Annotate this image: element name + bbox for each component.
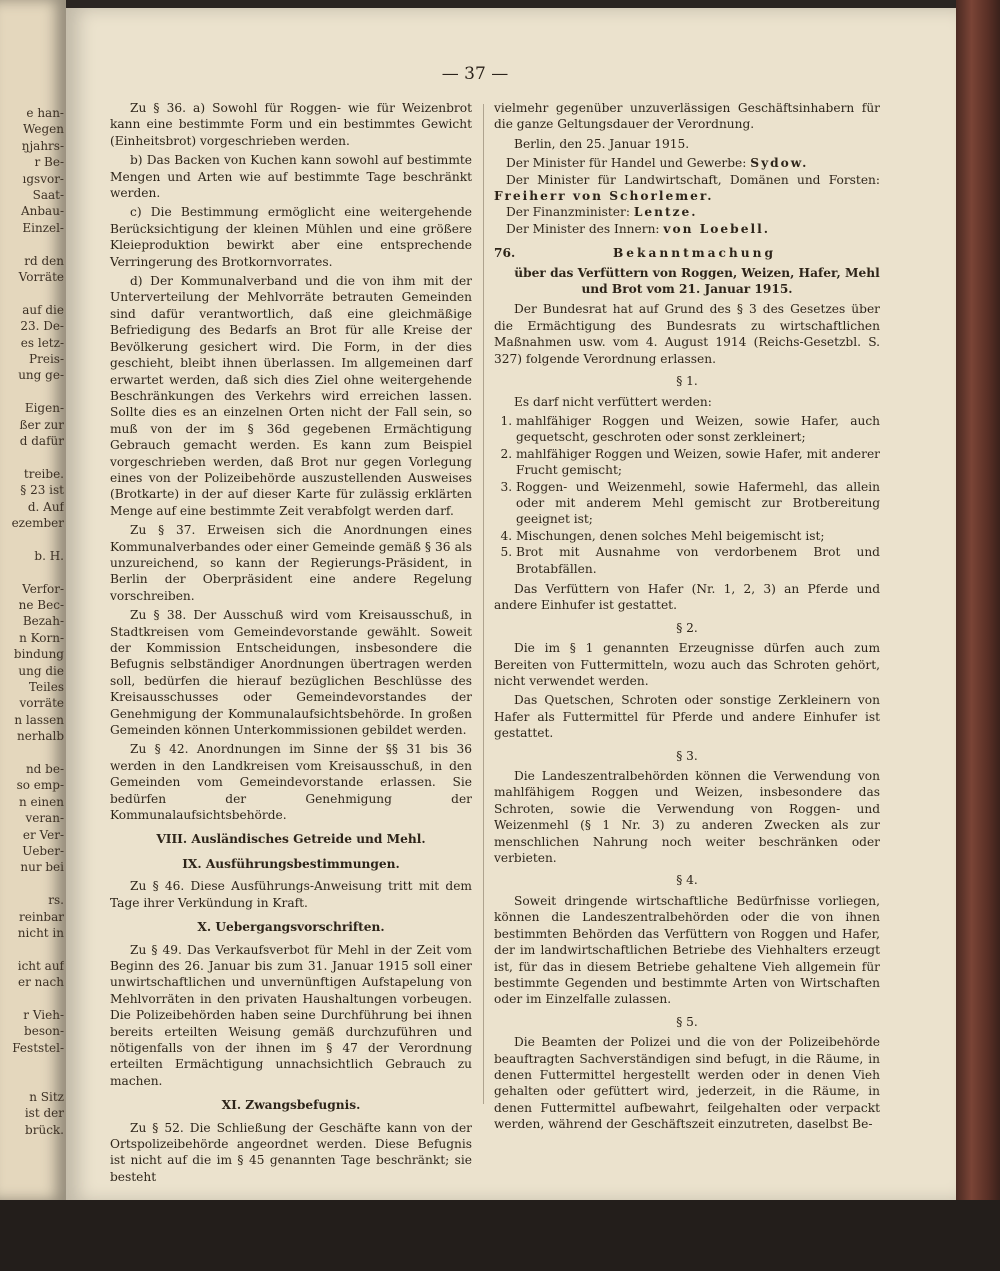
announcement-intro: Der Bundesrat hat auf Grund des § 3 des Gesetzes über die Ermächtigung des Bundesrats zu wirtschaftlichen Maßnahmen usw. vom 4. August 1914 (Reichs-Gesetzbl. S. 327) folgende Verordnung erlassen. <box>494 302 880 366</box>
signature-title: Der Minister für Handel und Gewerbe: <box>506 156 747 171</box>
margin-fragment: nicht in <box>17 926 64 940</box>
margin-fragment: bindung <box>13 647 64 662</box>
paragraph-number: § 5. <box>676 1014 698 1029</box>
continuation-text: vielmehr gegenüber unzuverlässigen Geschäftsinhabern für die ganze Geltungsdauer der Verordnung. <box>494 101 880 132</box>
paragraph: Die im § 1 genannten Erzeugnisse dürfen auch zum Bereiten von Futtermitteln, wozu auch das Schroten gehört, nicht verwendet werden. <box>494 641 880 688</box>
paragraph: Zu § 46. Diese Ausführungs-Anweisung tritt mit dem Tage ihrer Verkündung in Kraft. <box>110 879 472 910</box>
margin-fragment: e han- <box>26 106 64 120</box>
paragraph: Die Beamten der Polizei und die von der Polizeibehörde beauftragten Sachverständigen sind befugt, in die Räume, in denen Futtermittel hergestellt werden oder in denen Vieh gehalten oder gefüttert wird, jederzeit, in die Räume, in denen Futtermittel aufbewahrt, feilgehalten oder verpackt werden, während der Geschäftszeit einzutreten, daselbst Be- <box>494 1035 880 1132</box>
margin-fragment: nerhalb <box>17 729 64 744</box>
margin-fragment: brück. <box>25 1122 64 1137</box>
list-item: 1. mahlfähiger Roggen und Weizen, sowie Hafer, auch gequetscht, geschroten oder sonst zerkleinert; <box>516 413 880 446</box>
section-heading: VIII. Ausländisches Getreide und Mehl. <box>156 832 426 847</box>
margin-fragment: r Be- <box>34 155 64 170</box>
signature-title: Der Minister für Landwirtschaft, Domänen und Forsten: <box>506 172 880 187</box>
signature-block <box>494 155 880 237</box>
right-column <box>494 100 880 1136</box>
paragraph: Zu § 38. Der Ausschuß wird vom Kreisausschuß, in Stadtkreisen vom Gemeindevorstande gewählt. Soweit der Kommission Entscheidungen, insbesondere die Befugnis selbständiger Anordnungen übertragen werden soll, bedürfen die hierauf bezüglichen Beschlüsse des Kreisausschusses oder Gemeindevorstandes der Genehmigung der Kommunalaufsichtsbehörde. In großen Gemeinden können Unterkommissionen gebildet werden. <box>110 608 472 738</box>
margin-fragment: d. Auf <box>27 499 64 514</box>
margin-fragment: 23. De- <box>20 319 64 334</box>
margin-fragment: er nach <box>18 975 64 990</box>
signature-line <box>494 172 880 205</box>
signature-line <box>494 221 880 237</box>
margin-fragment: Eigen- <box>24 401 64 416</box>
margin-fragment: reinbar <box>19 909 64 924</box>
signature-name: Sydow. <box>750 156 809 171</box>
announcement-number: 76. <box>494 246 516 261</box>
margin-fragment: Saat- <box>32 188 64 202</box>
signature-name: Freiherr von Schorlemer. <box>494 189 714 204</box>
margin-fragment: r Vieh- <box>23 1008 64 1022</box>
paragraph: c) Die Bestimmung ermöglicht eine weitergehende Berücksichtigung der kleinen Mühlen und eine größere Kleieproduktion bewirkt aber eine entsprechende Verringerung des Brotkornvorrates. <box>110 205 472 269</box>
margin-fragment: n einen <box>18 794 64 809</box>
paragraph: Das Quetschen, Schroten oder sonstige Zerkleinern von Hafer als Futtermittel für Pferde und andere Einhufer ist gestattet. <box>494 693 880 741</box>
margin-fragment: b. H. <box>34 548 64 563</box>
margin-fragment: icht auf <box>17 958 64 973</box>
margin-fragment: rd den <box>24 253 64 268</box>
paragraph-number: § 4. <box>676 873 698 888</box>
margin-fragment: n Sitz <box>29 1090 64 1104</box>
margin-fragment: Verfor- <box>22 581 64 596</box>
margin-fragment: Anbau- <box>20 204 64 219</box>
signature-name: von Loebell. <box>663 221 770 236</box>
paragraph: Zu § 52. Die Schließung der Geschäfte kann von der Ortspolizeibehörde angeordnet werden. Diese Befugnis ist nicht auf die im § 45 genannten Tage beschränkt; sie besteht <box>110 1120 472 1184</box>
item-list <box>494 413 880 577</box>
paragraph: Zu § 49. Das Verkaufsverbot für Mehl in der Zeit vom Beginn des 26. Januar bis zum 31. Januar 1915 soll einer unwirtschaftlichen und unvernünftigen Aufstapelung von Mehlvorräten in den privaten Haushaltungen vorbeugen. Die Polizeibehörden haben seine Durchführung bei ihnen bereits erteilten Weisung gemäß durchzuführen und nötigenfalls von der ihnen im § 47 der Verordnung erteilten Ermächtigung unnachsichtlich Gebrauch zu machen. <box>110 942 472 1088</box>
paragraph: Soweit dringende wirtschaftliche Bedürfnisse vorliegen, können die Landeszentralbehörden oder die von ihnen bestimmten Behörden das Verfüttern von Roggen und Hafer, der im landwirtschaftlichen Betriebe des Viehhalters erzeugt ist, für das in diesem Betriebe gehaltene Vieh allgemein für bestimmte Gegenden und bestimmte Arten von Wirtschaften oder im Einzelfalle zulassen. <box>494 893 880 1007</box>
paragraph: b) Das Backen von Kuchen kann sowohl auf bestimmte Mengen und Arten wie auf bestimmte Tage beschränkt werden. <box>110 153 472 201</box>
section-heading: IX. Ausführungsbestimmungen. <box>182 856 400 871</box>
paragraph: Zu § 36. a) Sowohl für Roggen- wie für Weizenbrot kann eine bestimmte Form und ein bestimmtes Gewicht (Einheitsbrot) vorgeschrieben werden. <box>110 101 472 148</box>
previous-page-edge <box>0 0 66 1200</box>
margin-fragment: so emp- <box>16 778 64 793</box>
margin-fragment: vorräte <box>19 696 64 711</box>
column-divider <box>483 104 484 1104</box>
margin-fragment: n Korn- <box>19 630 64 645</box>
list-item: 3. Roggen- und Weizenmehl, sowie Hafermehl, das allein oder mit anderem Mehl gemischt zur Brotbereitung geeignet ist; <box>516 479 880 528</box>
margin-fragment: Feststel- <box>12 1040 64 1055</box>
book-binding <box>956 0 1000 1205</box>
margin-fragment: rs. <box>48 893 64 908</box>
margin-fragment: beson- <box>24 1024 64 1039</box>
section-heading: X. Uebergangsvorschriften. <box>197 920 385 935</box>
paragraph: Zu § 42. Anordnungen im Sinne der §§ 31 bis 36 werden in den Landkreisen vom Kreisausschuß, in den Gemeinden vom Gemeindevorstande erlassen. Sie bedürfen der Genehmigung der Kommunalaufsichtsbehörde. <box>110 742 472 823</box>
margin-fragment: nur bei <box>20 860 64 875</box>
signature-name: Lentze. <box>633 205 698 220</box>
paragraph: d) Der Kommunalverband und die von ihm mit der Unterverteilung der Mehlvorräte betrauten Gemeinden sind dafür verantwortlich, daß eine gleichmäßige Befriedigung des Bedarfs an Brot für alle Kreise der Bevölkerung gesichert wird. Die Form, in der dies geschieht, bleibt ihnen überlassen. Im allgemeinen darf erwartet werden, daß sich dies Ziel ohne weitergehende Beschränkungen des Verkehrs wird erreichen lassen. Sollte dies es an einzelnen Orten nicht der Fall sein, so muß von der im § 36d gegebenen Ermächtigung Gebrauch gemacht werden. Es kann zum Beispiel vorgeschrieben werden, daß Brot nur gegen Vorlegung eines von der Polizeibehörde auszustellenden Ausweises (Brotkarte) in der auf dieser Karte für zulässig erklärten Menge auf eine bestimmte Zeit verabfolgt werden darf. <box>110 274 472 518</box>
signature-title: Der Minister des Innern: <box>506 221 660 236</box>
paragraph-number: § 2. <box>676 620 698 635</box>
margin-fragment: n lassen <box>14 712 64 727</box>
list-item: 5. Brot mit Ausnahme von verdorbenem Brot und Brotabfällen. <box>516 544 880 577</box>
scan-background <box>0 1200 1000 1271</box>
margin-fragment: ıgsvor- <box>22 171 64 186</box>
margin-fragment: Preis- <box>29 352 64 366</box>
margin-fragment: Wegen <box>23 122 64 137</box>
section-heading: XI. Zwangsbefugnis. <box>221 1098 361 1113</box>
margin-fragment: ŋjahrs- <box>21 138 64 153</box>
margin-fragment: treibe. <box>23 466 64 481</box>
margin-fragment: Ueber- <box>22 844 64 858</box>
page-number: — 37 — <box>441 64 509 84</box>
margin-fragment: Teiles <box>28 680 64 694</box>
margin-fragment: Bezah- <box>22 614 64 629</box>
signature-title: Der Finanzminister: <box>506 205 630 220</box>
margin-fragment: d dafür <box>19 434 64 448</box>
list-item: 2. mahlfähiger Roggen und Weizen, sowie Hafer, mit anderer Frucht gemischt; <box>516 446 880 479</box>
signature-line <box>494 204 880 220</box>
list-item: 4. Mischungen, denen solches Mehl beigemischt ist; <box>516 528 880 544</box>
announcement-title: über das Verfüttern von Roggen, Weizen, Hafer, Mehl und Brot vom 21. Januar 1915. <box>514 265 880 297</box>
sections <box>494 373 880 1132</box>
margin-fragment: § 23 ist <box>20 483 64 498</box>
signature-line <box>494 155 880 171</box>
paragraph: Das Verfüttern von Hafer (Nr. 1, 2, 3) an Pferde und andere Einhufer ist gestattet. <box>494 581 880 613</box>
margin-fragment: Einzel- <box>22 220 64 235</box>
margin-fragment: veran- <box>25 811 64 826</box>
paragraph: Die Landeszentralbehörden können die Verwendung von mahlfähigem Roggen und Weizen, insbesondere das Schroten, sowie die Verwendung von Roggen- und Weizenmehl (§ 1 Nr. 3) zu anderen Zwecken als zur menschlichen Nahrung noch weiter beschränken oder verbieten. <box>494 769 880 866</box>
margin-fragment: es letz- <box>20 335 64 350</box>
announcement-header <box>494 245 880 261</box>
section-lead: Es darf nicht verfüttert werden: <box>514 394 712 409</box>
margin-fragment: ßer zur <box>19 417 64 432</box>
date-line: Berlin, den 25. Januar 1915. <box>514 136 690 151</box>
margin-fragment: ung ge- <box>18 368 64 383</box>
margin-fragment: ist der <box>24 1106 64 1121</box>
announcement-heading: Bekanntmachung <box>612 246 777 261</box>
margin-fragment: auf die <box>22 302 64 317</box>
paragraph-number: § 1. <box>676 374 698 389</box>
margin-fragment: ung die <box>18 663 64 678</box>
margin-fragment: ne Bec- <box>18 598 64 612</box>
left-column <box>110 100 472 1188</box>
paragraph: Zu § 37. Erweisen sich die Anordnungen eines Kommunalverbandes oder einer Gemeinde gemäß § 36 als unzureichend, so kann der Regierungs-Präsident, in Berlin der Oberpräsident eine andere Regelung vorschreiben. <box>110 523 472 603</box>
paragraph-number: § 3. <box>676 748 698 763</box>
margin-fragment: nd be- <box>25 762 64 776</box>
margin-fragment: er Ver- <box>22 827 64 842</box>
margin-fragment: Vorräte <box>18 270 64 284</box>
margin-fragment: ezember <box>11 516 64 530</box>
